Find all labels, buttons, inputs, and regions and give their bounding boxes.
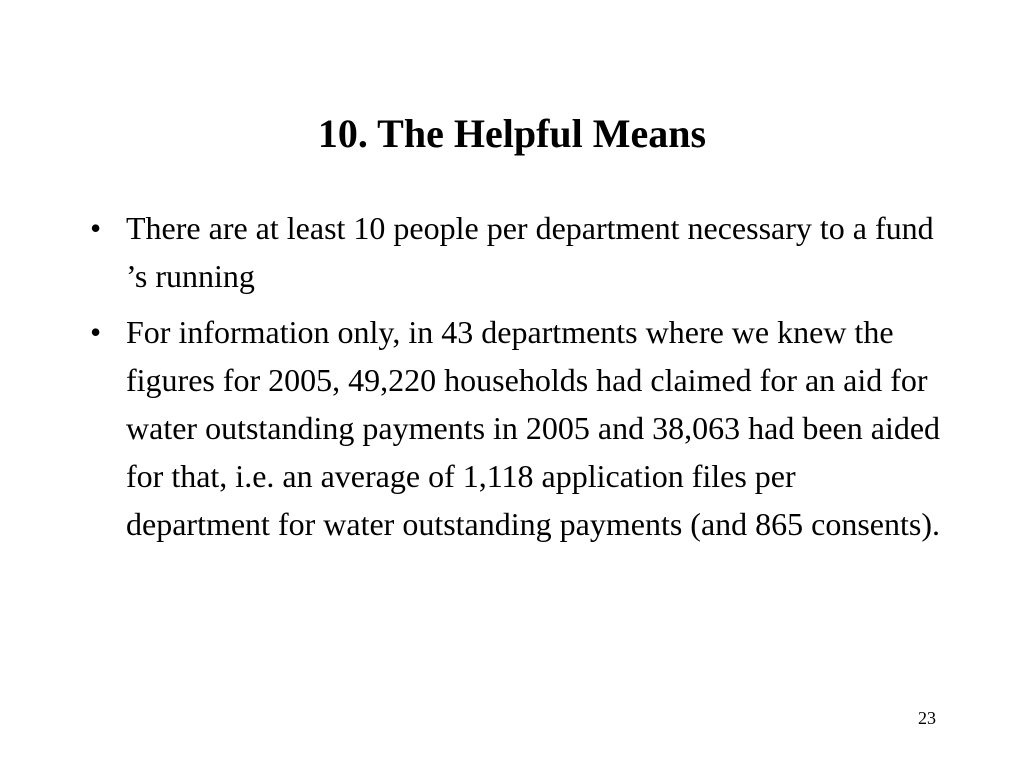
slide-title: 10. The Helpful Means — [317, 111, 707, 156]
bullet-item-staffing — [86, 204, 946, 300]
bullet-list — [86, 204, 946, 556]
bullet-text-staffing: There are at least 10 people per department necessary to a fund ’s running — [126, 210, 934, 294]
bullet-text-statistics: For information only, in 43 departments where we knew the figures for 2005, 49,220 households had claimed for an aid for water outstanding payments in 2005 and 38,063 had been aided for that, i.e. an average of 1,118 application files per department for water outstanding payments (and 865 consents). — [126, 314, 941, 542]
page-number: 23 — [918, 708, 936, 728]
bullet-icon: • — [90, 314, 102, 350]
bullet-icon: • — [90, 210, 102, 246]
bullet-item-statistics — [86, 308, 946, 548]
